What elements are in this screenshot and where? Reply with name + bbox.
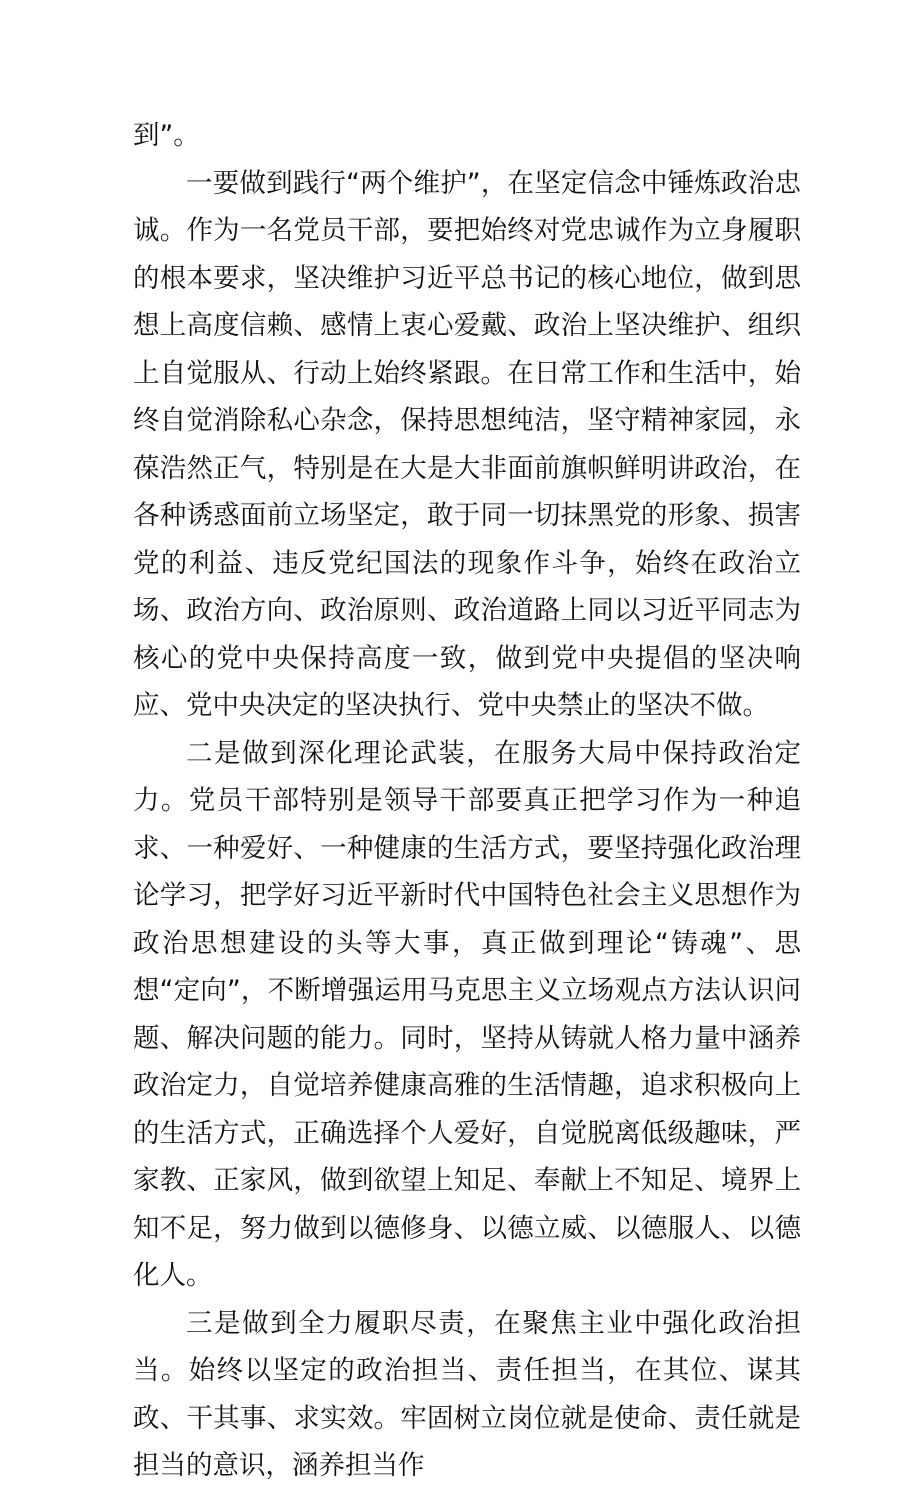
- paragraph-first-requirement: 一要做到践行“两个维护”，在坚定信念中锤炼政治忠诚。作为一名党员干部，要把始终对党忠诚作为立身履职的根本要求，坚决维护习近平总书记的核心地位，做到思想上高度信赖、感情上衷心爱戴、政治上坚决维护、组织上自觉服从、行动上始终紧跟。在日常工作和生活中，始终自觉消除私心杂念，保持思想纯洁，坚守精神家园，永葆浩然正气，特别是在大是大非面前旗帜鲜明讲政治，在各种诱惑面前立场坚定，敢于同一切抹黑党的形象、损害党的利益、违反党纪国法的现象作斗争，始终在政治立场、政治方向、政治原则、政治道路上同以习近平同志为核心的党中央保持高度一致，做到党中央提倡的坚决响应、党中央决定的坚决执行、党中央禁止的坚决不做。: [133, 167, 801, 721]
- paragraph-second-requirement: 二是做到深化理论武装，在服务大局中保持政治定力。党员干部特别是领导干部要真正把学习作为一种追求、一种爱好、一种健康的生活方式，要坚持强化政治理论学习，把学好习近平新时代中国特色社会主义思想作为政治思想建设的头等大事，真正做到理论“铸魂”、思想“定向”，不断增强运用马克思主义立场观点方法认识问题、解决问题的能力。同时，坚持从铸就人格力量中涵养政治定力，自觉培养健康高雅的生活情趣，追求积极向上的生活方式，正确选择个人爱好，自觉脱离低级趣味，严家教、正家风，做到欲望上知足、奉献上不知足、境界上知不足，努力做到以德修身、以德立威、以德服人、以德化人。: [133, 737, 801, 1291]
- paragraph-third-requirement: 三是做到全力履职尽责，在聚焦主业中强化政治担当。始终以坚定的政治担当、责任担当，在其位、谋其政、干其事、求实效。牢固树立岗位就是使命、责任就是担当的意识，涵养担当作: [133, 1307, 801, 1481]
- paragraph-continuation: 到”。: [133, 120, 200, 151]
- document-body: [133, 112, 801, 1490]
